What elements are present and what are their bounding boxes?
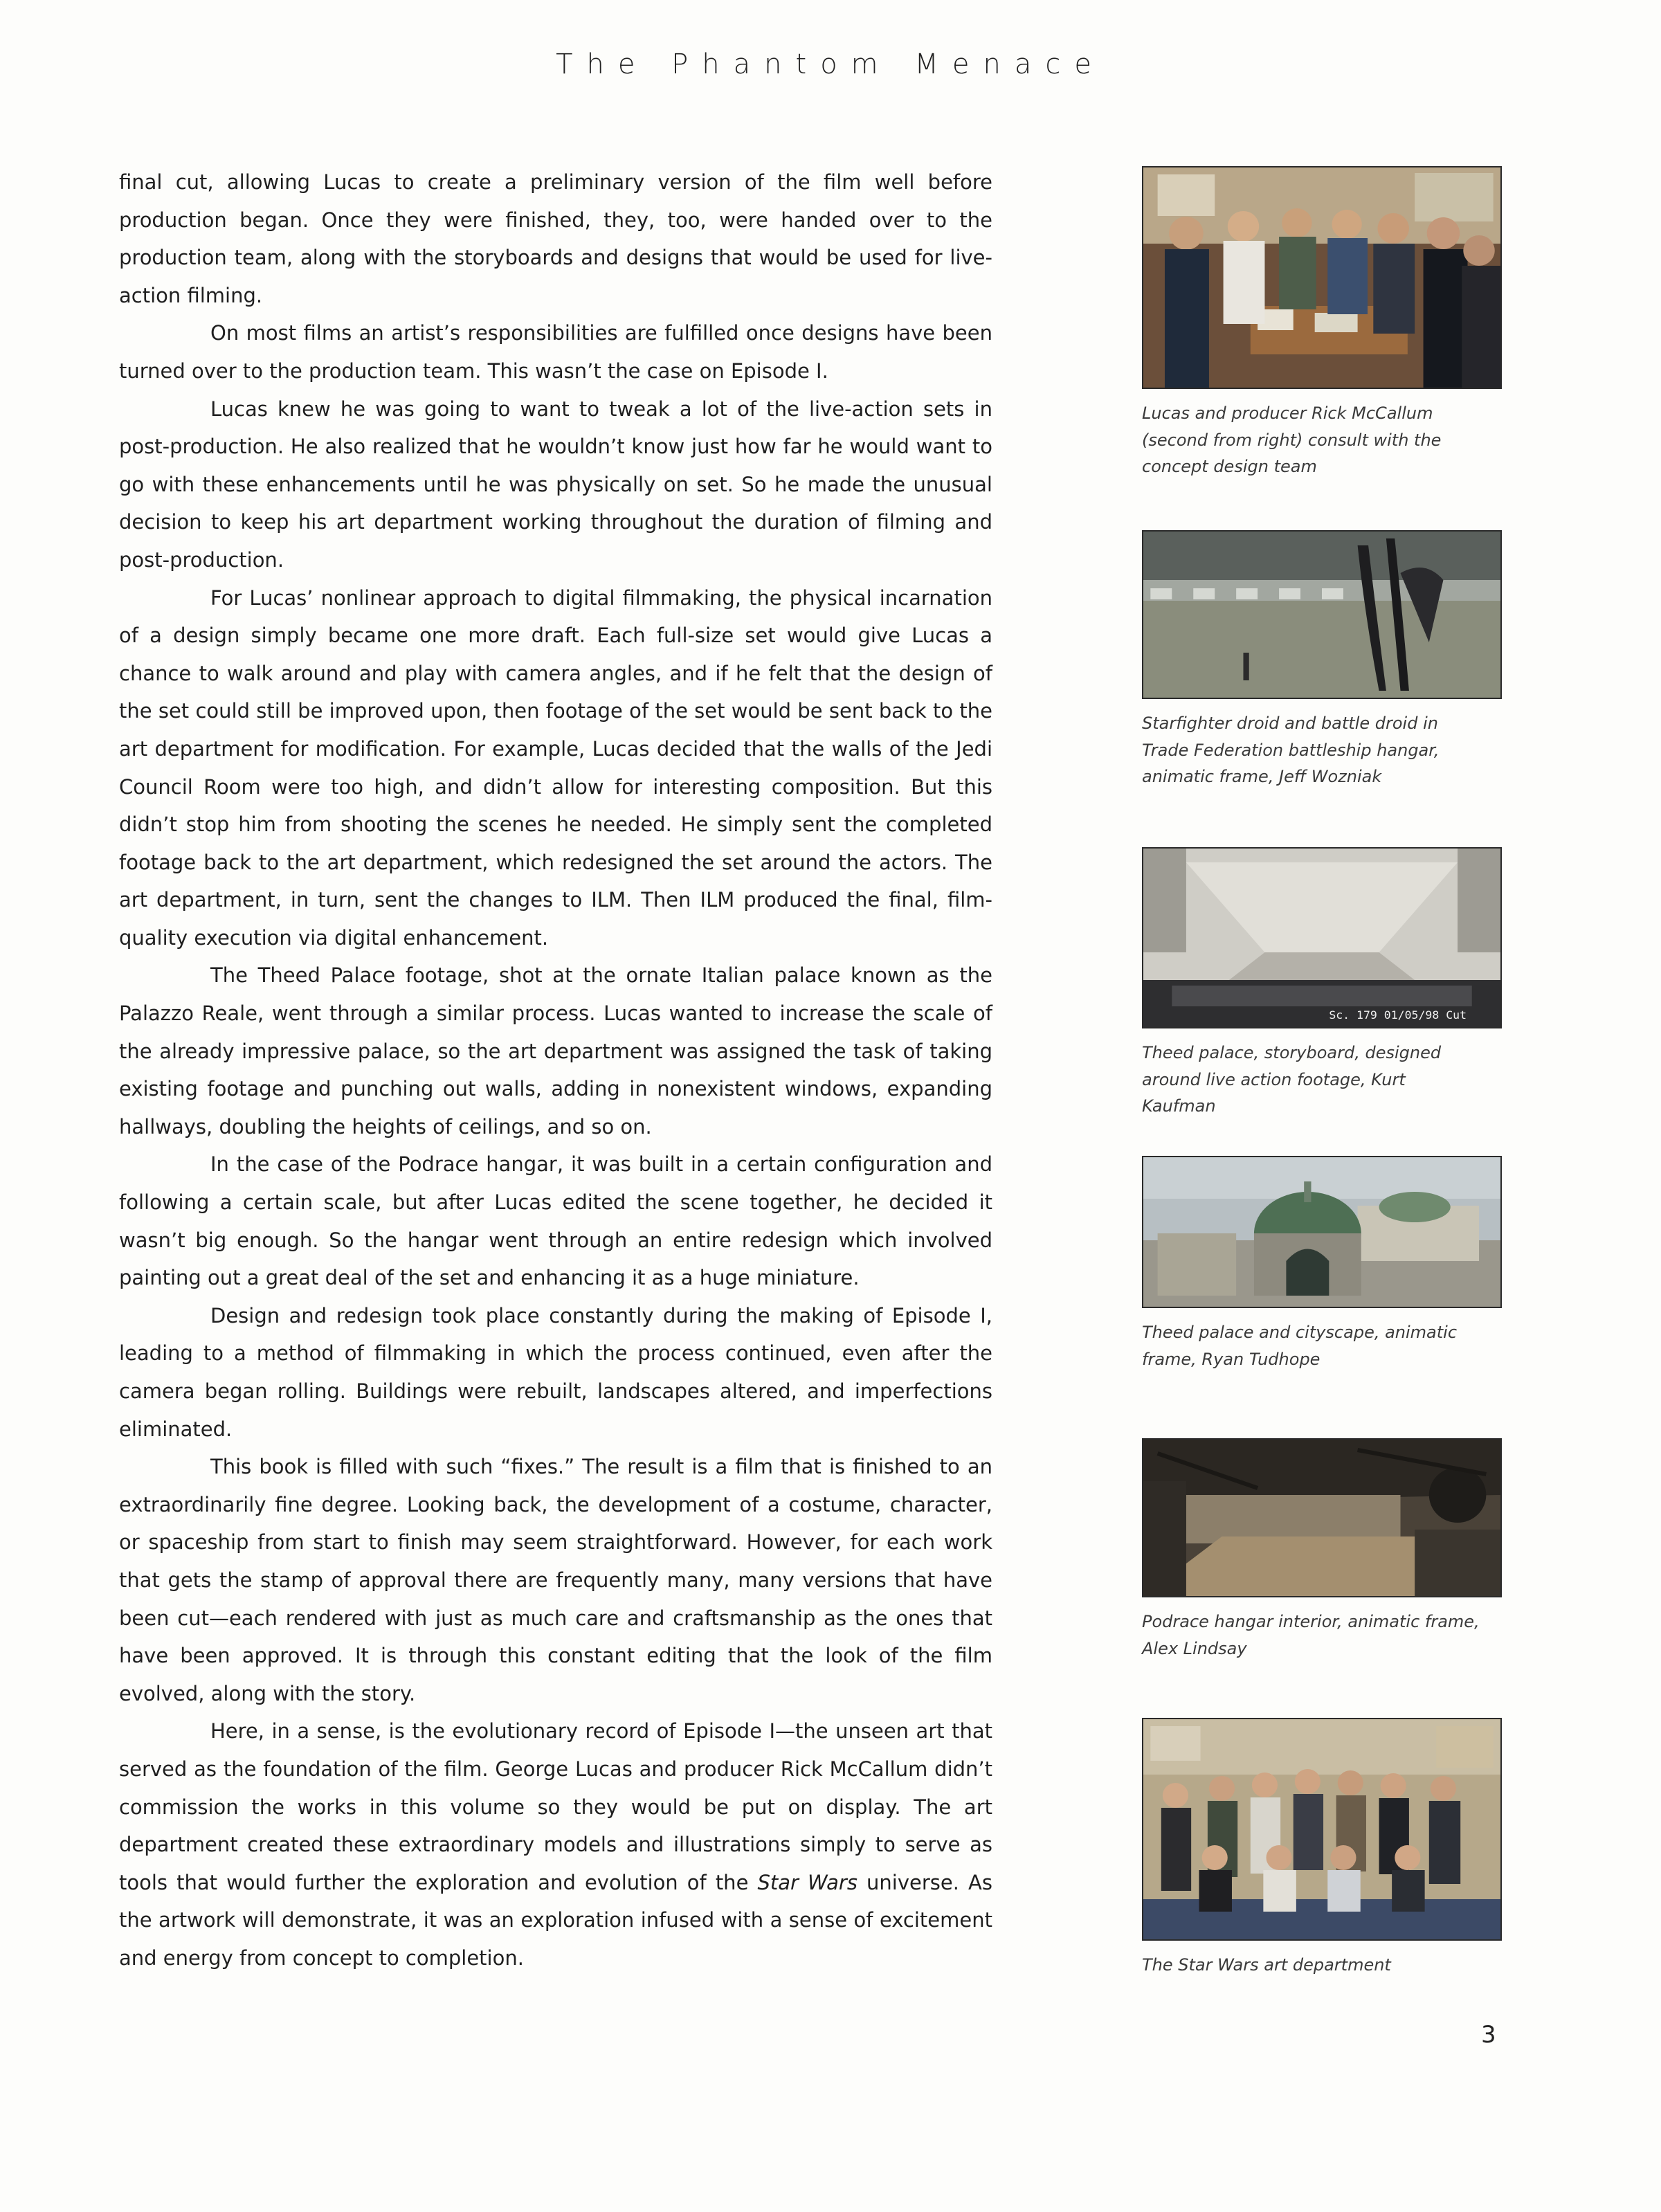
photo-theed-cityscape [1142, 1156, 1502, 1308]
photo-theed-storyboard [1142, 847, 1502, 1028]
figure-art-department [1142, 1718, 1502, 1979]
photo-image [1143, 1440, 1500, 1596]
figure-caption: Podrace hangar interior, animatic frame, Alex Lindsay [1142, 1612, 1480, 1658]
italic-title: Star Wars [757, 1870, 857, 1894]
figure-caption: Starfighter droid and battle droid in Trade Federation battleship hangar, animatic frame, Jeff Wozniak [1142, 714, 1440, 787]
figure-theed-storyboard [1142, 847, 1502, 1120]
body-paragraph: This book is filled with such “fixes.” The result is a film that is finished to an extraordinarily fine degree. Looking back, the development of a costume, character, or spaceship from start to finish may seem straightforward. However, for each work that gets the stamp of approval there are frequently many, many versions that have been cut—each rendered with just as much care and craftsmanship as the ones that have been approved. It is through this constant editing that the look of the film evolved, along with the story. [119, 1455, 992, 1705]
photo-design-team [1142, 166, 1502, 389]
figure-caption: Theed palace and cityscape, animatic frame, Ryan Tudhope [1142, 1323, 1458, 1369]
body-paragraph: For Lucas’ nonlinear approach to digital filmmaking, the physical incarnation of a design simply became one more draft. Each full-size set would give Lucas a chance to walk around and play with camera angles, and if he felt that the design of the set could still be improved upon, then footage of the set would be sent back to the art department for modification. For example, Lucas decided that the walls of the Jedi Council Room were too high, and didn’t allow for interesting composition. But this didn’t stop him from shooting the scenes he needed. He simply sent the completed footage back to the art department, which redesigned the set around the actors. The art department, in turn, sent the changes to ILM. Then ILM produced the final, film-quality execution via digital enhancement. [119, 586, 992, 950]
photo-image [1143, 1157, 1500, 1307]
photo-image [1143, 167, 1500, 388]
photo-image [1143, 849, 1500, 1027]
figure-caption: The Star Wars art department [1142, 1955, 1391, 1975]
photo-image [1143, 532, 1500, 698]
photo-image [1143, 1719, 1500, 1939]
body-paragraph: Lucas knew he was going to want to tweak a lot of the live-action sets in post-production. He also realized that he wouldn’t know just how far he would want to go with these enhancements until he was physically on set. So he made the unusual decision to keep his art department working throughout the duration of filming and post-production. [119, 397, 992, 572]
figure-theed-cityscape [1142, 1156, 1502, 1372]
body-text-column [119, 163, 992, 1977]
body-paragraph: Design and redesign took place constantly during the making of Episode I, leading to a method of filmmaking in which the process continued, even after the camera began rolling. Buildings were rebuilt, landscapes altered, and imperfections eliminated. [119, 1303, 992, 1441]
figure-design-team [1142, 166, 1502, 480]
body-paragraph: On most films an artist’s responsibilities are fulfilled once designs have been turned over to the production team. This wasn’t the case on Episode I. [119, 321, 992, 383]
frame-overlay-text: Sc. 179 01/05/98 Cut [1329, 1008, 1467, 1022]
photo-droid-hangar [1142, 530, 1502, 699]
figure-podrace-hangar [1142, 1438, 1502, 1662]
figure-caption: Theed palace, storyboard, designed around live action footage, Kurt Kaufman [1142, 1043, 1442, 1116]
figure-caption: Lucas and producer Rick McCallum (second from right) consult with the concept design team [1142, 404, 1442, 477]
photo-podrace-hangar [1142, 1438, 1502, 1597]
body-paragraph: The Theed Palace footage, shot at the ornate Italian palace known as the Palazzo Reale, went through a similar process. Lucas wanted to increase the scale of the already impressive palace, so the art department was assigned the task of taking existing footage and punching out walls, adding in nonexistent windows, expanding hallways, doubling the heights of ceilings, and so on. [119, 963, 992, 1139]
photo-art-department [1142, 1718, 1502, 1941]
page-number: 3 [1481, 2021, 1496, 2049]
paragraph-text: universe. As the artwork will demonstrate, it was an exploration infused with a sense of excitement and energy from concept to completion. [119, 1870, 992, 1970]
body-paragraph: final cut, allowing Lucas to create a preliminary version of the film well before production began. Once they were finished, they, too, were handed over to the production team, along with the storyboards and designs that would be used for live-action filming. [119, 170, 992, 307]
paragraph-text: Here, in a sense, is the evolutionary record of Episode I—the unseen art that served as the foundation of the film. George Lucas and producer Rick McCallum didn’t commission the works in this volume so they would be put on display. The art department created these extraordinary models and illustrations simply to serve as tools that would further the exploration and evolution of the [119, 1719, 992, 1894]
body-paragraph [119, 1712, 992, 1977]
body-paragraph: In the case of the Podrace hangar, it was built in a certain configuration and following a certain scale, but after Lucas edited the scene together, he decided it wasn’t big enough. So the hangar went through an entire redesign which involved painting out a great deal of the set and enhancing it as a huge miniature. [119, 1152, 992, 1290]
figure-droid-hangar [1142, 530, 1502, 790]
running-title: The Phantom Menace [556, 48, 1105, 80]
